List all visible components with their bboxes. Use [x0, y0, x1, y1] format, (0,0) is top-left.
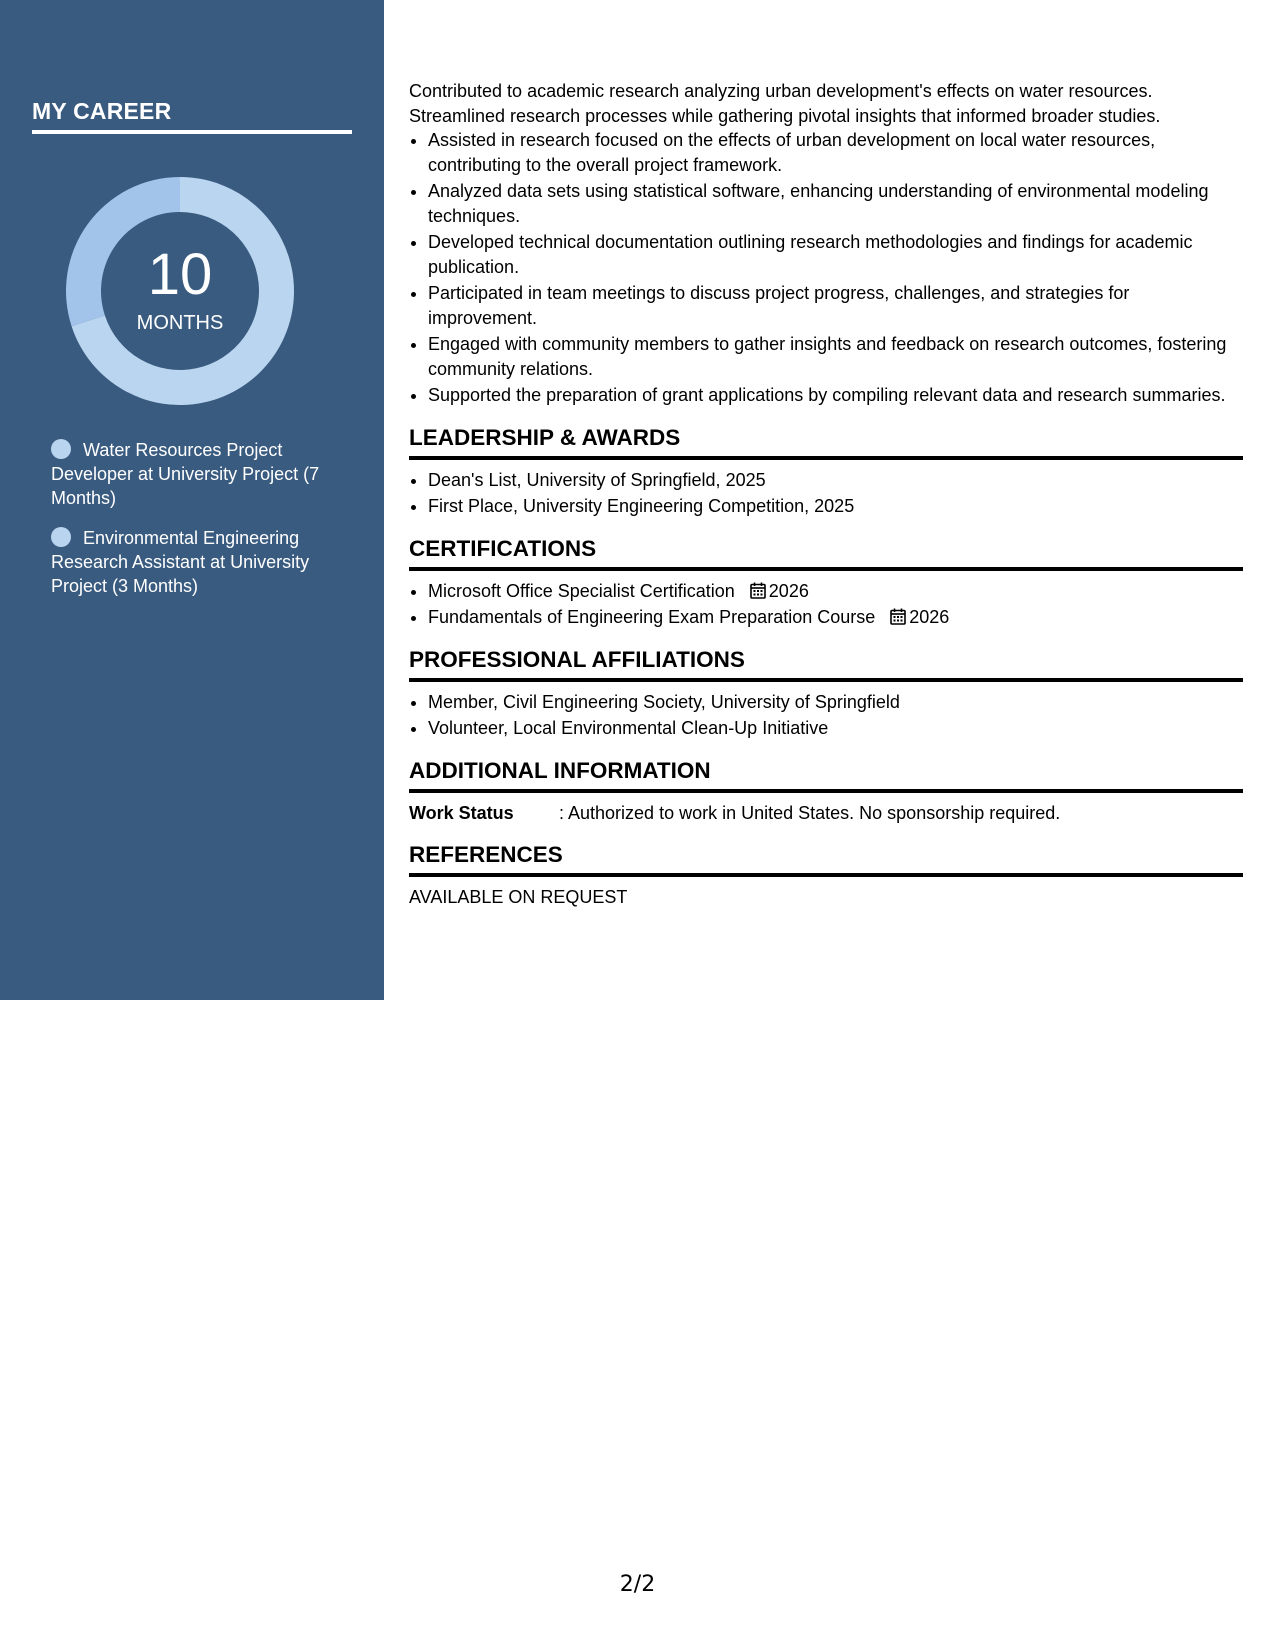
certification-year: 2026 — [768, 580, 809, 601]
total-months-unit: MONTHS — [136, 312, 224, 334]
work-status-label: Work Status — [409, 802, 514, 823]
calendar-icon — [750, 582, 766, 599]
certification-item — [428, 579, 1243, 604]
certification-name: Microsoft Office Specialist Certification — [428, 580, 735, 601]
certification-year: 2026 — [909, 607, 950, 627]
experience-bullets — [409, 128, 1243, 408]
experience-bullet: • Engaged with community members to gather insights and feedback on research outcomes, fostering community relations. — [428, 332, 1243, 381]
references-text: AVAILABLE ON REQUEST — [409, 887, 628, 907]
references-heading: REFERENCES — [409, 841, 1243, 877]
total-months-number: 10 — [147, 242, 213, 307]
leadership-list — [409, 468, 1243, 519]
calendar-icon — [890, 608, 906, 625]
career-list — [51, 438, 331, 614]
intro-line: Streamlined research processes while gathering pivotal insights that informed broader studies. — [409, 105, 1161, 126]
work-status-row — [409, 801, 1243, 826]
career-heading: MY CAREER — [32, 98, 172, 124]
certification-name: Fundamentals of Engineering Exam Preparation Course — [428, 607, 876, 627]
leadership-heading: LEADERSHIP & AWARDS — [409, 424, 1243, 460]
affiliation-item: • Volunteer, Local Environmental Clean-Up Initiative — [428, 716, 1243, 741]
certification-item — [428, 605, 1243, 630]
page-number: 2/2 — [619, 1572, 656, 1597]
affiliation-item: • Member, Civil Engineering Society, University of Springfield — [428, 690, 1243, 715]
affiliations-list — [409, 690, 1243, 741]
certifications-list — [409, 579, 1243, 630]
experience-bullet: • Analyzed data sets using statistical software, enhancing understanding of environmental modeling techniques. — [428, 179, 1243, 228]
career-item — [51, 526, 331, 598]
experience-intro — [409, 79, 1243, 128]
main-content — [409, 79, 1243, 910]
experience-bullet: • Participated in team meetings to discuss project progress, challenges, and strategies for improvement. — [428, 281, 1243, 330]
career-item-text: Water Resources Project Developer at University Project (7 Months) — [51, 440, 320, 508]
intro-line: Contributed to academic research analyzing urban development's effects on water resources. — [409, 81, 1153, 101]
career-item-text: Environmental Engineering Research Assistant at University Project (3 Months) — [51, 528, 310, 596]
sidebar — [0, 0, 384, 1000]
career-heading-rule — [32, 130, 352, 134]
additional-info-heading: ADDITIONAL INFORMATION — [409, 757, 1243, 793]
experience-bullet: • Assisted in research focused on the effects of urban development on local water resources, contributing to the overall project framework. — [428, 128, 1243, 177]
certifications-heading: CERTIFICATIONS — [409, 535, 1243, 571]
career-item — [51, 438, 331, 510]
work-status-value: : Authorized to work in United States. No sponsorship required. — [559, 802, 1061, 823]
affiliations-heading: PROFESSIONAL AFFILIATIONS — [409, 646, 1243, 682]
experience-bullet: • Supported the preparation of grant applications by compiling relevant data and research summaries. — [428, 383, 1243, 408]
experience-bullet: • Developed technical documentation outlining research methodologies and findings for academic publication. — [428, 230, 1243, 279]
leadership-item: • First Place, University Engineering Competition, 2025 — [428, 494, 1243, 519]
bullet-dot-icon — [51, 439, 71, 459]
leadership-item: • Dean's List, University of Springfield, 2025 — [428, 468, 1243, 493]
bullet-dot-icon — [51, 527, 71, 547]
